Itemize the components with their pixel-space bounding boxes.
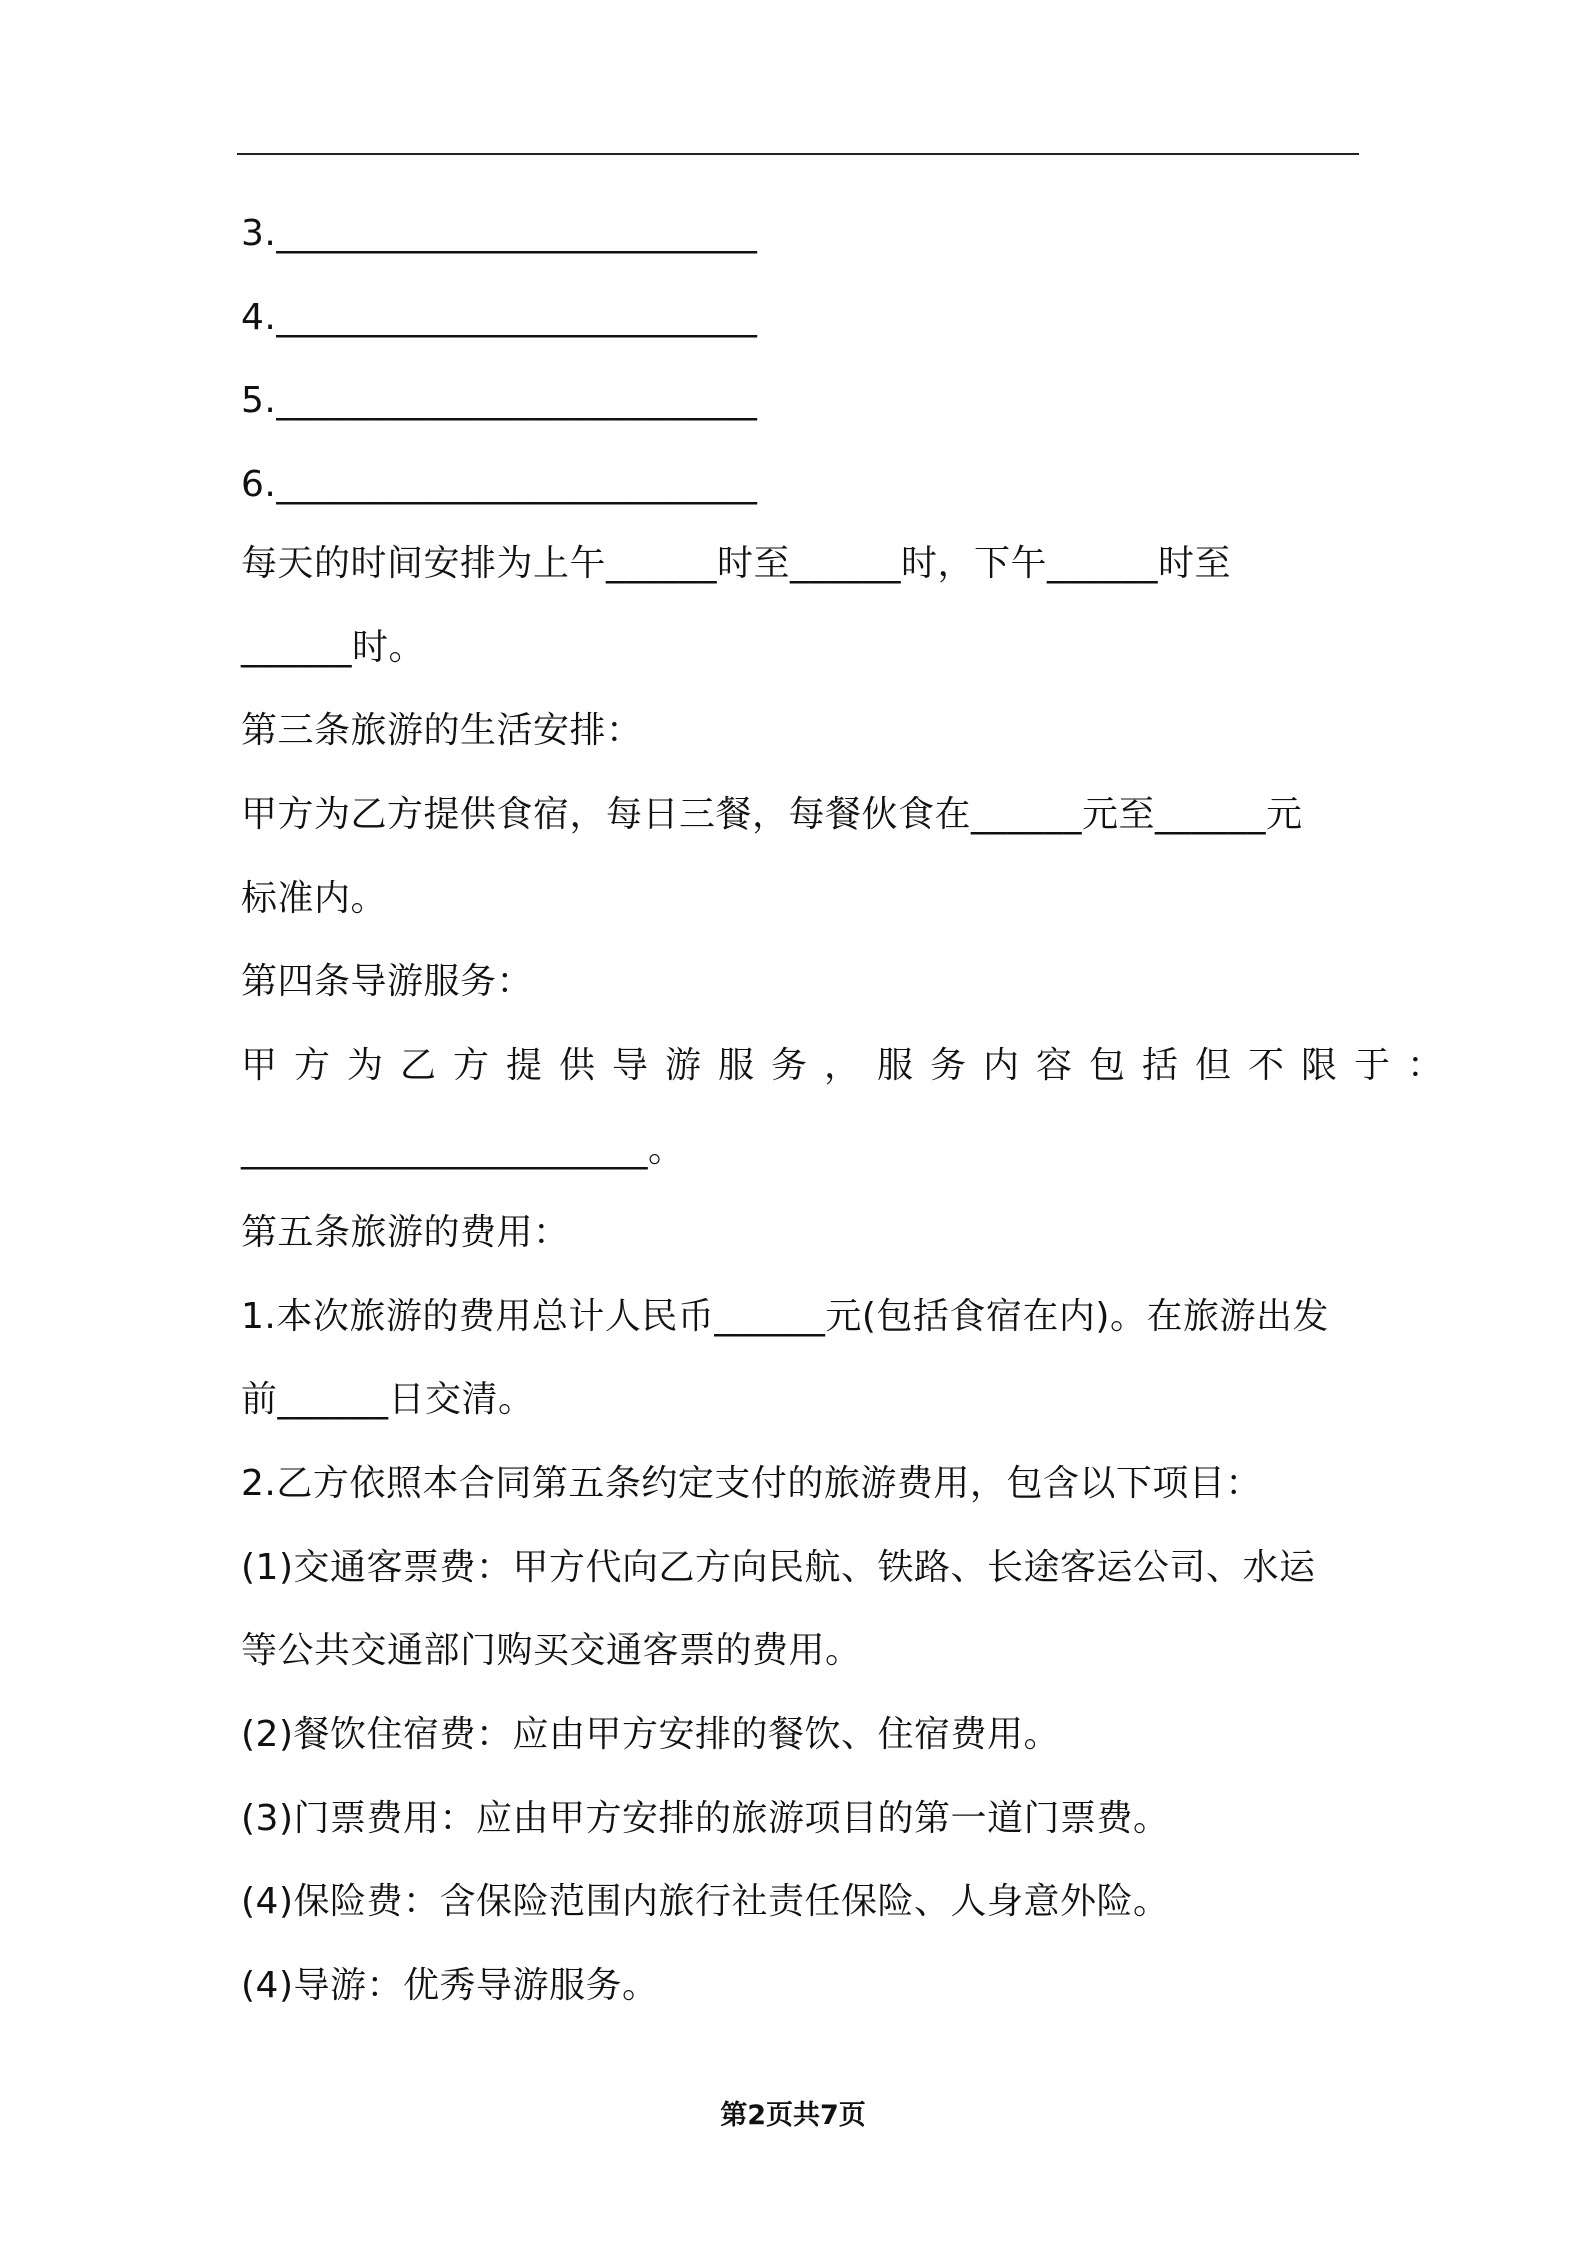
- schedule-text: 每天的时间安排为上午______时至______时，下午______时至: [241, 543, 1232, 584]
- blank-item-5: 5.__________________________: [241, 380, 758, 421]
- fee-item-tickets: (3)门票费用：应由甲方安排的旅游项目的第一道门票费。: [241, 1798, 1170, 1839]
- schedule-text-cont: ______时。: [241, 627, 426, 668]
- fee-item-lodging: (2)餐饮住宿费：应由甲方安排的餐饮、住宿费用。: [241, 1714, 1060, 1755]
- article-5-heading: 第五条旅游的费用：: [241, 1212, 570, 1253]
- header-rule: [237, 153, 1359, 155]
- fee-item-transport-cont: 等公共交通部门购买交通客票的费用。: [241, 1630, 862, 1671]
- meals-text-cont: 标准内。: [241, 878, 388, 919]
- page-number: 第2页共7页: [720, 2100, 866, 2131]
- blank-item-4: 4.__________________________: [241, 297, 758, 338]
- fee-total-text: 1.本次旅游的费用总计人民币______元(包括食宿在内)。在旅游出发: [241, 1296, 1329, 1337]
- article-4-heading: 第四条导游服务：: [241, 961, 534, 1002]
- blank-item-3: 3.__________________________: [241, 213, 758, 254]
- meals-text: 甲方为乙方提供食宿，每日三餐，每餐伙食在______元至______元: [241, 794, 1303, 835]
- article-3-heading: 第三条旅游的生活安排：: [241, 710, 643, 751]
- blank-item-6: 6.__________________________: [241, 464, 758, 505]
- fee-item-insurance: (4)保险费：含保险范围内旅行社责任保险、人身意外险。: [241, 1881, 1170, 1922]
- guide-service-text: 甲方为乙方提供导游服务，服务内容包括但不限于：: [241, 1045, 1461, 1086]
- fee-item-guide: (4)导游：优秀导游服务。: [241, 1965, 659, 2006]
- fee-total-text-cont: 前______日交清。: [241, 1379, 535, 1420]
- fee-item-transport: (1)交通客票费：甲方代向乙方向民航、铁路、长途客运公司、水运: [241, 1547, 1316, 1588]
- guide-service-blank: ______________________。: [241, 1129, 685, 1170]
- fee-items-intro: 2.乙方依照本合同第五条约定支付的旅游费用，包含以下项目：: [241, 1463, 1262, 1504]
